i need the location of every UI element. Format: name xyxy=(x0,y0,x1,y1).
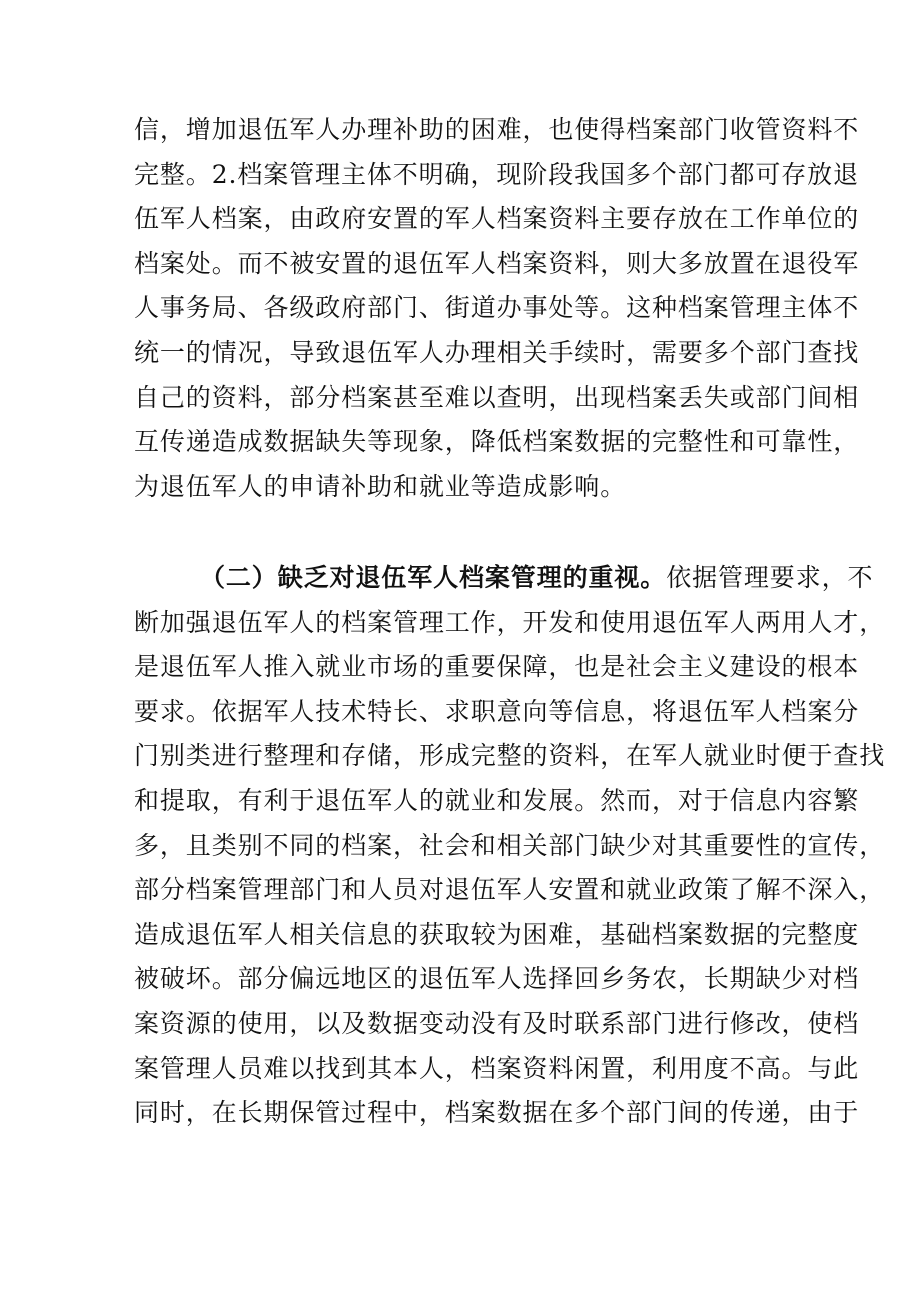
text-line: 案管理人员难以找到其本人，档案资料闲置，利用度不高。与此 xyxy=(134,1053,860,1083)
text-line: 断加强退伍军人的档案管理工作，开发和使用退伍军人两用人才， xyxy=(134,607,886,637)
text-line: 门别类进行整理和存储，形成完整的资料，在军人就业时便于查找 xyxy=(134,741,886,771)
text-line: 和提取，有利于退伍军人的就业和发展。然而，对于信息内容繁 xyxy=(134,785,860,815)
paragraph-2 xyxy=(134,556,886,1136)
text-line: 同时，在长期保管过程中，档案数据在多个部门间的传递，由于 xyxy=(134,1098,860,1128)
text-line: 统一的情况，导致退伍军人办理相关手续时，需要多个部门查找 xyxy=(134,337,860,367)
text-line: 造成退伍军人相关信息的获取较为困难，基础档案数据的完整度 xyxy=(134,919,860,949)
text-line: 完整。2.档案管理主体不明确，现阶段我国多个部门都可存放退 xyxy=(134,159,859,189)
text-line: 案资源的使用，以及数据变动没有及时联系部门进行修改，使档 xyxy=(134,1008,860,1038)
text-line: 自己的资料，部分档案甚至难以查明，出现档案丢失或部门间相 xyxy=(134,382,860,412)
section-heading: （二）缺乏对退伍军人档案管理的重视。 xyxy=(200,563,667,592)
section-heading-line xyxy=(134,556,874,601)
text-line: 多，且类别不同的档案，社会和相关部门缺少对其重要性的宣传， xyxy=(134,830,886,860)
text-line: 档案处。而不被安置的退伍军人档案资料，则大多放置在退役军 xyxy=(134,248,860,278)
text-line: 是退伍军人推入就业市场的重要保障，也是社会主义建设的根本 xyxy=(134,652,860,682)
text-line: 被破坏。部分偏远地区的退伍军人选择回乡务农，长期缺少对档 xyxy=(134,964,860,994)
heading-line-rest: 依据管理要求，不 xyxy=(666,563,874,592)
text-line: 信，增加退伍军人办理补助的困难，也使得档案部门收管资料不 xyxy=(134,115,860,144)
text-line: 伍军人档案，由政府安置的军人档案资料主要存放在工作单位的 xyxy=(134,204,860,234)
text-line-last: 为退伍军人的申请补助和就业等造成影响。 xyxy=(134,471,627,501)
text-line: 互传递造成数据缺失等现象，降低档案数据的完整性和可靠性， xyxy=(134,427,860,457)
text-line: 人事务局、各级政府部门、街道办事处等。这种档案管理主体不 xyxy=(134,293,860,323)
text-line: 要求。依据军人技术特长、求职意向等信息，将退伍军人档案分 xyxy=(134,696,860,726)
text-line: 部分档案管理部门和人员对退伍军人安置和就业政策了解不深入， xyxy=(134,875,886,905)
paragraph-1 xyxy=(134,108,860,509)
